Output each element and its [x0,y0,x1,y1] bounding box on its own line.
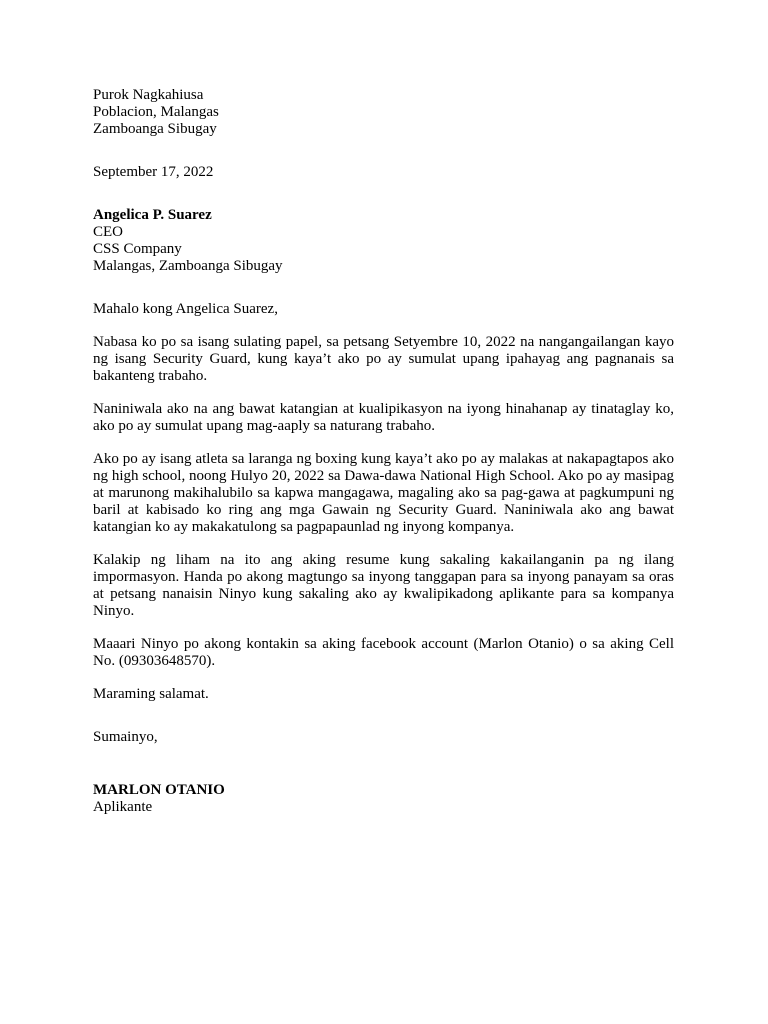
body-paragraph-4: Kalakip ng liham na ito ang aking resume kung sakaling kakailanganin pa ng ilang impormasyon. Handa po akong magtungo sa inyong tanggapan para sa inyong panayam sa oras at petsang nanaisin Ninyo kung sakaling ako ay kwalipikadong aplikante para sa kompanya Ninyo. [93,552,674,619]
recipient-address: Malangas, Zamboanga Sibugay [93,258,283,274]
letter-document [93,87,674,816]
salutation: Mahalo kong Angelica Suarez, [93,301,278,317]
recipient-company: CSS Company [93,241,182,257]
body-paragraph-6: Maraming salamat. [93,686,209,702]
recipient-name: Angelica P. Suarez [93,207,212,223]
sender-address-line1: Purok Nagkahiusa [93,87,204,103]
letter-date: September 17, 2022 [93,164,214,180]
body-paragraph-3: Ako po ay isang atleta sa laranga ng boxing kung kaya’t ako po ay malakas at nakapagtapos ako ng high school, noong Hulyo 20, 2022 sa Dawa-dawa National High School. Ako po ay masipag at marunong makihalubilo sa kapwa mangagawa, magaling ako sa pag-gawa at pagkumpuni ng baril at kabisado ko ring ang mga Gawain ng Security Guard. Naniniwala ako ang bawat katangian ko ay makakatulong sa pagpapaunlad ng inyong kompanya. [93,451,674,535]
signature-name: MARLON OTANIO [93,782,225,798]
signature-role: Aplikante [93,799,153,815]
sender-address [93,87,674,138]
body-paragraph-2: Naniniwala ako na ang bawat katangian at kualipikasyon na iyong hinahanap ay tinataglay ko, ako po ay sumulat upang mag-aaply sa naturang trabaho. [93,401,674,434]
closing: Sumainyo, [93,729,158,745]
sender-address-line3: Zamboanga Sibugay [93,121,217,137]
recipient-title: CEO [93,224,123,240]
body-paragraph-1: Nabasa ko po sa isang sulating papel, sa petsang Setyembre 10, 2022 na nangangailangan kayo ng isang Security Guard, kung kaya’t ako po ay sumulat upang ipahayag ang pagnanais sa bakanteng trabaho. [93,334,674,384]
sender-address-line2: Poblacion, Malangas [93,104,219,120]
body-paragraph-5: Maaari Ninyo po akong kontakin sa aking facebook account (Marlon Otanio) o sa aking Cell No. (09303648570). [93,636,674,669]
recipient-block [93,207,674,275]
